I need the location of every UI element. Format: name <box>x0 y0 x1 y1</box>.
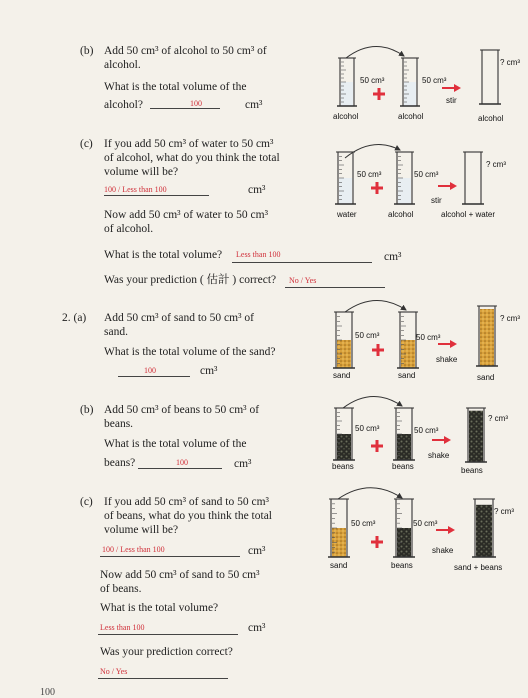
b-line2: alcohol. <box>104 59 141 71</box>
c-total-answer: Less than 100 <box>236 250 281 259</box>
c-action: stir <box>431 196 442 205</box>
q2c-line3: volume will be? <box>104 524 179 536</box>
b-vol2: 50 cm³ <box>422 76 447 85</box>
b-question2: alcohol? <box>104 99 143 111</box>
c-now2: of alcohol. <box>104 223 154 235</box>
q2c-total-answer: Less than 100 <box>100 623 145 632</box>
q2c-unit2: cm³ <box>248 622 266 634</box>
q2c-vol1: 50 cm³ <box>351 519 376 528</box>
q2b-result: ? cm³ <box>488 414 508 423</box>
q2a-vol2: 50 cm³ <box>416 333 441 342</box>
q2c-total-question: What is the total volume? <box>100 602 219 614</box>
q2b-name1: beans <box>332 462 354 471</box>
c-result: ? cm³ <box>486 160 506 169</box>
b-name2: alcohol <box>398 112 424 121</box>
q2c-unit: cm³ <box>248 545 266 557</box>
q2a-action: shake <box>436 355 458 364</box>
q2b-pour-arrow <box>343 396 402 408</box>
b-name1: alcohol <box>333 112 359 121</box>
q2c-prediction-question: Was your prediction correct? <box>100 646 233 658</box>
q2b-answer: 100 <box>176 458 188 467</box>
q2c-answer: 100 / Less than 100 <box>102 545 165 554</box>
q2b-name2: beans <box>392 462 414 471</box>
q2b-label: (b) <box>80 404 94 416</box>
q2b-line1: Add 50 cm³ of beans to 50 cm³ of <box>104 404 260 416</box>
q2a-arrow-head <box>450 340 457 348</box>
c-name1: water <box>337 210 357 219</box>
q2a-name3: sand <box>477 373 495 382</box>
b-label: (b) <box>80 45 94 57</box>
q2b-name3: beans <box>461 466 483 475</box>
q2b-vol1: 50 cm³ <box>355 424 380 433</box>
q2c-result: ? cm³ <box>494 507 514 516</box>
q2c-now1: Now add 50 cm³ of sand to 50 cm³ <box>100 569 260 581</box>
q2a-cyl3-contents <box>480 309 494 366</box>
b-answer: 100 <box>190 99 202 108</box>
q2a-answer: 100 <box>144 366 156 375</box>
b-cyl3-cylinder <box>482 50 498 104</box>
q2c-prediction-answer: No / Yes <box>100 667 128 676</box>
c-now1: Now add 50 cm³ of water to 50 cm³ <box>104 209 269 221</box>
q2c-label: (c) <box>80 496 93 508</box>
c-prediction-question: Was your prediction ( 估計 ) correct? <box>104 274 277 286</box>
c-unit2: cm³ <box>384 251 402 263</box>
b-name3: alcohol <box>478 114 504 123</box>
q2c-cyl3-contents <box>476 505 492 557</box>
c-prediction-answer: No / Yes <box>289 276 317 285</box>
q2b-unit: cm³ <box>234 458 252 470</box>
c-line1: If you add 50 cm³ of water to 50 cm³ <box>104 138 274 150</box>
page-number: 100 <box>40 687 55 698</box>
q2c-now2: of beans. <box>100 583 142 595</box>
q2c-pour-arrow <box>338 488 402 499</box>
c-label: (c) <box>80 138 93 150</box>
q2b-cyl3-contents <box>469 411 483 462</box>
c-line2: of alcohol, what do you think the total <box>104 152 280 164</box>
b-vol1: 50 cm³ <box>360 76 385 85</box>
b-pour-arrow <box>346 46 404 58</box>
q2a-question: What is the total volume of the sand? <box>104 346 276 358</box>
q2c-vol2: 50 cm³ <box>413 519 438 528</box>
q2c-name1: sand <box>330 561 348 570</box>
c-unit: cm³ <box>248 184 266 196</box>
q2a-name2: sand <box>398 371 416 380</box>
q2c-name3: sand + beans <box>454 563 503 572</box>
q2a-vol1: 50 cm³ <box>355 331 380 340</box>
c-vol2: 50 cm³ <box>414 170 439 179</box>
q2c-arrow-head <box>448 526 455 534</box>
c-name3: alcohol + water <box>441 210 496 219</box>
q2b-vol2: 50 cm³ <box>414 426 439 435</box>
c-name2: alcohol <box>388 210 414 219</box>
c-cyl3-cylinder <box>465 152 481 204</box>
b-arrow-head <box>454 84 461 92</box>
q2a-name1: sand <box>333 371 351 380</box>
q2a-label: 2. (a) <box>62 312 87 324</box>
b-action: stir <box>446 96 457 105</box>
c-vol1: 50 cm³ <box>357 170 382 179</box>
q2a-pour-arrow <box>345 300 406 312</box>
c-total-question: What is the total volume? <box>104 249 223 261</box>
q2c-line2: of beans, what do you think the total <box>104 510 272 522</box>
q2c-line1: If you add 50 cm³ of sand to 50 cm³ <box>104 496 269 508</box>
q2a-result: ? cm³ <box>500 314 520 323</box>
q2b-action: shake <box>428 451 450 460</box>
b-result: ? cm³ <box>500 58 520 67</box>
b-line1: Add 50 cm³ of alcohol to 50 cm³ of <box>104 45 267 57</box>
q2b-line2: beans. <box>104 418 134 430</box>
b-question1: What is the total volume of the <box>104 81 247 93</box>
q2c-action: shake <box>432 546 454 555</box>
q2b-question1: What is the total volume of the <box>104 438 247 450</box>
q2b-question2: beans? <box>104 457 136 469</box>
b-unit: cm³ <box>245 99 263 111</box>
q2a-unit: cm³ <box>200 365 218 377</box>
c-arrow-head <box>450 182 457 190</box>
q2c-name2: beans <box>391 561 413 570</box>
c-line3: volume will be? <box>104 166 179 178</box>
q2a-line2: sand. <box>104 326 128 338</box>
q2a-line1: Add 50 cm³ of sand to 50 cm³ of <box>104 312 254 324</box>
q2b-arrow-head <box>444 436 451 444</box>
c-answer: 100 / Less than 100 <box>104 185 167 194</box>
